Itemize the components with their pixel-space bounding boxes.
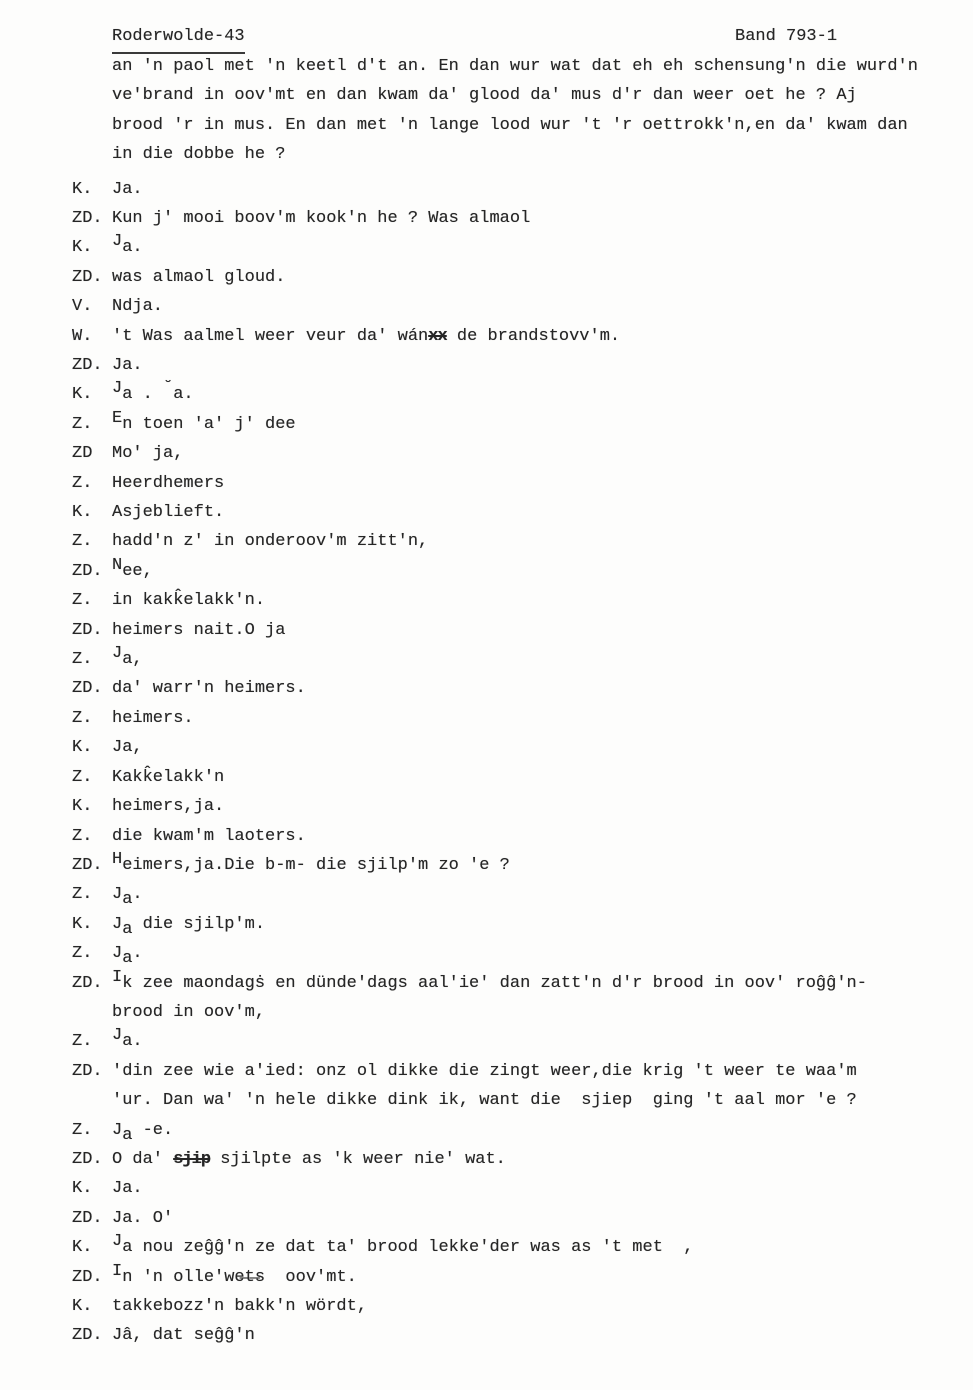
text-segment-sup: J (112, 1026, 123, 1046)
dialogue-row (72, 586, 973, 615)
text-segment: Ja. (112, 179, 143, 199)
dialogue-text-line (112, 763, 973, 792)
dialogue-text (112, 380, 973, 409)
dialogue-text (112, 175, 973, 204)
dialogue-row (72, 616, 973, 645)
page-title: Roderwolde-43 (112, 22, 245, 54)
text-segment: sjilpte as 'k weer nie' wat. (210, 1149, 506, 1169)
speaker-label: K. (72, 385, 93, 405)
text-segment-sup: J (112, 644, 123, 664)
dialogue-row (72, 439, 973, 468)
text-segment-sup: J (112, 232, 123, 252)
dialogue-text (112, 410, 973, 439)
dialogue-text (112, 233, 973, 262)
text-segment: Ndja. (112, 297, 164, 317)
dialogue-row (72, 527, 973, 556)
dialogue-text-line (112, 645, 973, 674)
text-segment: a, (122, 650, 143, 670)
text-segment: -e. (132, 1120, 174, 1140)
dialogue-row (72, 1174, 973, 1203)
dialogue-text (112, 763, 973, 792)
dialogue-row (72, 704, 973, 733)
text-segment: die kwam'm laoters. (112, 826, 306, 846)
dialogue-text (112, 1204, 973, 1233)
dialogue-text-line (112, 851, 973, 880)
text-segment: in kakk̂elakk'n. (112, 591, 266, 611)
dialogue-text-line (112, 322, 973, 351)
dialogue-text-line (112, 527, 973, 556)
dialogue-text-line (112, 1116, 973, 1145)
dialogue-text (112, 1057, 973, 1116)
text-segment-sub: a (122, 919, 133, 939)
dialogue-text-continuation: 'ur. Dan wa' 'n hele dikke dink ik, want die sjiep ging 't aal mor 'e ? (112, 1091, 857, 1111)
speaker-label: Z. (72, 591, 93, 611)
dialogue-text (112, 1292, 973, 1321)
speaker-label: W. (72, 326, 93, 346)
dialogue-row (72, 351, 973, 380)
dialogue-text-line (112, 1057, 973, 1086)
dialogue-row (72, 175, 973, 204)
speaker-label: K. (72, 1179, 93, 1199)
dialogue-text-line (112, 704, 973, 733)
text-segment-sup: E (112, 408, 123, 428)
speaker-label: Z. (72, 767, 93, 787)
speaker-label: Z. (72, 708, 93, 728)
text-segment: a nou zeĝĝ'n ze dat ta' brood lekke'der was as 't met , (122, 1238, 694, 1258)
dialogue-text-line (112, 586, 973, 615)
dialogue-text (112, 469, 973, 498)
dialogue-text (112, 586, 973, 615)
dialogue-text (112, 204, 973, 233)
dialogue-text-line (112, 1145, 973, 1174)
dialogue-text (112, 733, 973, 762)
dialogue-text (112, 1233, 973, 1262)
dialogue-row (72, 263, 973, 292)
dialogue-text (112, 969, 973, 1028)
dialogue-text (112, 557, 973, 586)
dialogue-text-line (112, 1174, 973, 1203)
speaker-label: ZD. (72, 620, 103, 640)
dialogue-text (112, 674, 973, 703)
dialogue-row (72, 939, 973, 968)
dialogue-text (112, 322, 973, 351)
dialogue-row (72, 1145, 973, 1174)
dialogue-text (112, 851, 973, 880)
dialogue-row (72, 1116, 973, 1145)
text-segment-sup: ˘ (163, 379, 174, 399)
text-segment-struck: sjip (173, 1149, 211, 1169)
text-segment: ee, (122, 561, 153, 581)
text-segment-sup: J (112, 379, 123, 399)
speaker-label: ZD. (72, 973, 103, 993)
text-segment: Mo' ja, (112, 444, 184, 464)
dialogue-row (72, 645, 973, 674)
speaker-label: ZD (72, 444, 93, 464)
text-segment-sub: a (122, 890, 133, 910)
text-segment: Ja. (112, 1179, 143, 1199)
dialogue-text-line (112, 380, 973, 409)
text-segment: a. (122, 238, 143, 258)
speaker-label: ZD. (72, 1208, 103, 1228)
intro-line: brood 'r in mus. En dan met 'n lange lood wur 't 'r oettrokk'n,en da' kwam dan (112, 115, 908, 135)
text-segment: de brandstovv'm. (446, 326, 621, 346)
speaker-label: ZD. (72, 1326, 103, 1346)
dialogue-text (112, 704, 973, 733)
speaker-label: ZD. (72, 561, 103, 581)
dialogue-row (72, 233, 973, 262)
dialogue-text-line (112, 674, 973, 703)
text-segment: a. (173, 385, 194, 405)
speaker-label: K. (72, 238, 93, 258)
speaker-label: K. (72, 738, 93, 758)
dialogue-row (72, 380, 973, 409)
speaker-label: Z. (72, 650, 93, 670)
speaker-label: K. (72, 1297, 93, 1316)
dialogue-row (72, 410, 973, 439)
dialogue-text-line (112, 969, 973, 998)
dialogue-text (112, 1027, 973, 1056)
text-segment-sup: J (112, 1232, 123, 1252)
speaker-label: K. (72, 179, 93, 199)
dialogue-text (112, 1145, 973, 1174)
dialogue-text-line (112, 439, 973, 468)
text-segment: was almaol gloud. (112, 267, 286, 287)
dialogue-text (112, 292, 973, 321)
dialogue-row (72, 1292, 973, 1321)
text-segment: hadd'n z' in onderoov'm zitt'n, (112, 532, 429, 552)
dialogue-row (72, 204, 973, 233)
dialogue-text (112, 1321, 973, 1350)
dialogue-text-continuation: brood in oov'm, (112, 1002, 266, 1022)
text-segment-struck: xx (428, 326, 447, 346)
dialogue-row (72, 1263, 973, 1292)
dialogue-text (112, 263, 973, 292)
dialogue-row (72, 292, 973, 321)
dialogue-text (112, 527, 973, 556)
text-segment: eimers,ja.Die b-m- die sjilp'm zo 'e ? (122, 855, 510, 875)
text-segment: Heerdhemers (112, 473, 225, 493)
text-segment-sup: N (112, 555, 123, 575)
dialogue-text-line (112, 1321, 973, 1350)
text-segment: J (112, 885, 123, 905)
dialogue-text-line (112, 939, 973, 968)
text-segment-sup: I (112, 1261, 123, 1281)
dialogue-text (112, 439, 973, 468)
speaker-label: Z. (72, 885, 93, 905)
dialogue-text-line (112, 233, 973, 262)
dialogue-text (112, 1174, 973, 1203)
dialogue-text (112, 939, 973, 968)
dialogue-text (112, 1116, 973, 1145)
band-label: Band 793-1 (735, 27, 838, 46)
speaker-label: ZD. (72, 1267, 103, 1287)
speaker-label: K. (72, 1238, 93, 1258)
dialogue-text-line (112, 1027, 973, 1056)
dialogue-text (112, 498, 973, 527)
text-segment: . (132, 885, 143, 905)
speaker-label: K. (72, 914, 93, 934)
dialogue-text-line (112, 880, 973, 909)
dialogue-row (72, 1233, 973, 1262)
speaker-label: V. (72, 297, 93, 317)
text-segment: O da' (112, 1149, 174, 1169)
dialogue-text-line (112, 792, 973, 821)
dialogue-text-line (112, 263, 973, 292)
dialogue-text-line (112, 1292, 973, 1321)
speaker-label: ZD. (72, 267, 103, 287)
text-segment: k zee maondagṡ en dünde'dags aal'ie' dan zatt'n d'r brood in oov' roĝĝ'n- (122, 973, 867, 993)
text-segment: Ja, (112, 738, 143, 758)
dialogue-text-line (112, 204, 973, 233)
dialogue-row (72, 557, 973, 586)
text-segment: heimers. (112, 708, 194, 728)
text-segment: takkebozz'n bakk'n wördt, (112, 1297, 368, 1316)
text-segment: n 'n olle'we̶t̶s oov'mt. (122, 1267, 357, 1287)
speaker-label: ZD. (72, 208, 103, 228)
text-segment: heimers,ja. (112, 797, 225, 817)
dialogue-row (72, 792, 973, 821)
speaker-label: Z. (72, 414, 93, 434)
speaker-label: Z. (72, 473, 93, 493)
dialogue-text-line (112, 175, 973, 204)
dialogue-list (72, 175, 973, 1351)
dialogue-row (72, 469, 973, 498)
dialogue-row (72, 880, 973, 909)
dialogue-row (72, 322, 973, 351)
dialogue-row (72, 851, 973, 880)
speaker-label: Z. (72, 1032, 93, 1052)
text-segment: Ja. O' (112, 1208, 174, 1228)
dialogue-text-line (112, 410, 973, 439)
text-segment-sub: a (122, 949, 133, 969)
text-segment-sup: H (112, 849, 123, 869)
text-segment: J (112, 1120, 123, 1140)
dialogue-text-line (112, 498, 973, 527)
dialogue-text-line (112, 822, 973, 851)
speaker-label: Z. (72, 1120, 93, 1140)
dialogue-row (72, 1204, 973, 1233)
speaker-label: Z. (72, 944, 93, 964)
text-segment: 'din zee wie a'ied: onz ol dikke die zingt weer,die krig 't weer te waa'm (112, 1061, 857, 1081)
dialogue-row (72, 969, 973, 1028)
dialogue-row (72, 1057, 973, 1116)
dialogue-text (112, 645, 973, 674)
text-segment: a . (122, 385, 164, 405)
text-segment: a. (122, 1032, 143, 1052)
dialogue-text (112, 822, 973, 851)
text-segment: Jâ, dat seĝĝ'n (112, 1326, 255, 1346)
speaker-label: K. (72, 503, 93, 523)
dialogue-text-line (112, 1233, 973, 1262)
dialogue-text-line (112, 616, 973, 645)
dialogue-text-line (112, 1263, 973, 1292)
dialogue-row (72, 674, 973, 703)
intro-line: in die dobbe he ? (112, 145, 286, 165)
text-segment-sub: a (122, 1125, 133, 1145)
text-segment: Kun j' mooi boov'm kook'n he ? Was almaol (112, 208, 531, 228)
speaker-label: Z. (72, 532, 93, 552)
text-segment: . (132, 944, 143, 964)
text-segment: heimers nait.O ja (112, 620, 286, 640)
dialogue-text-line (112, 910, 973, 939)
text-segment-sup: I (112, 967, 123, 987)
dialogue-text (112, 792, 973, 821)
dialogue-text (112, 910, 973, 939)
text-segment: Asjeblieft. (112, 503, 225, 523)
text-segment: Kakk̂elakk'n (112, 767, 225, 787)
text-segment: die sjilp'm. (132, 914, 266, 934)
dialogue-text (112, 351, 973, 380)
text-segment: J (112, 944, 123, 964)
text-segment: Ja. (112, 356, 143, 375)
dialogue-row (72, 910, 973, 939)
intro-paragraph (112, 52, 971, 170)
dialogue-text-line (112, 351, 973, 380)
dialogue-row (72, 763, 973, 792)
dialogue-text-line (112, 292, 973, 321)
dialogue-row (72, 733, 973, 762)
dialogue-text (112, 1263, 973, 1292)
intro-line: ve'brand in oov'mt en dan kwam da' glood da' mus d'r dan weer oet he ? Aj (112, 86, 857, 106)
speaker-label: ZD. (72, 356, 103, 375)
dialogue-text-line (112, 469, 973, 498)
text-segment: 't Was aalmel weer veur da' wán (112, 326, 429, 346)
dialogue-row (72, 498, 973, 527)
dialogue-row (72, 1027, 973, 1056)
dialogue-row (72, 1321, 973, 1350)
speaker-label: ZD. (72, 1061, 103, 1081)
speaker-label: ZD. (72, 679, 103, 699)
dialogue-text (112, 616, 973, 645)
text-segment: da' warr'n heimers. (112, 679, 306, 699)
text-segment: n toen 'a' j' dee (122, 414, 296, 434)
speaker-label: K. (72, 797, 93, 817)
document-header (0, 22, 973, 52)
dialogue-row (72, 822, 973, 851)
dialogue-text-line (112, 733, 973, 762)
intro-line: an 'n paol met 'n keetl d't an. En dan wur wat dat eh eh schensung'n die wurd'n (112, 57, 918, 76)
speaker-label: ZD. (72, 1149, 103, 1169)
dialogue-text-line (112, 557, 973, 586)
speaker-label: ZD. (72, 855, 103, 875)
speaker-label: Z. (72, 826, 93, 846)
text-segment: J (112, 914, 123, 934)
dialogue-text (112, 880, 973, 909)
dialogue-text-line (112, 1204, 973, 1233)
